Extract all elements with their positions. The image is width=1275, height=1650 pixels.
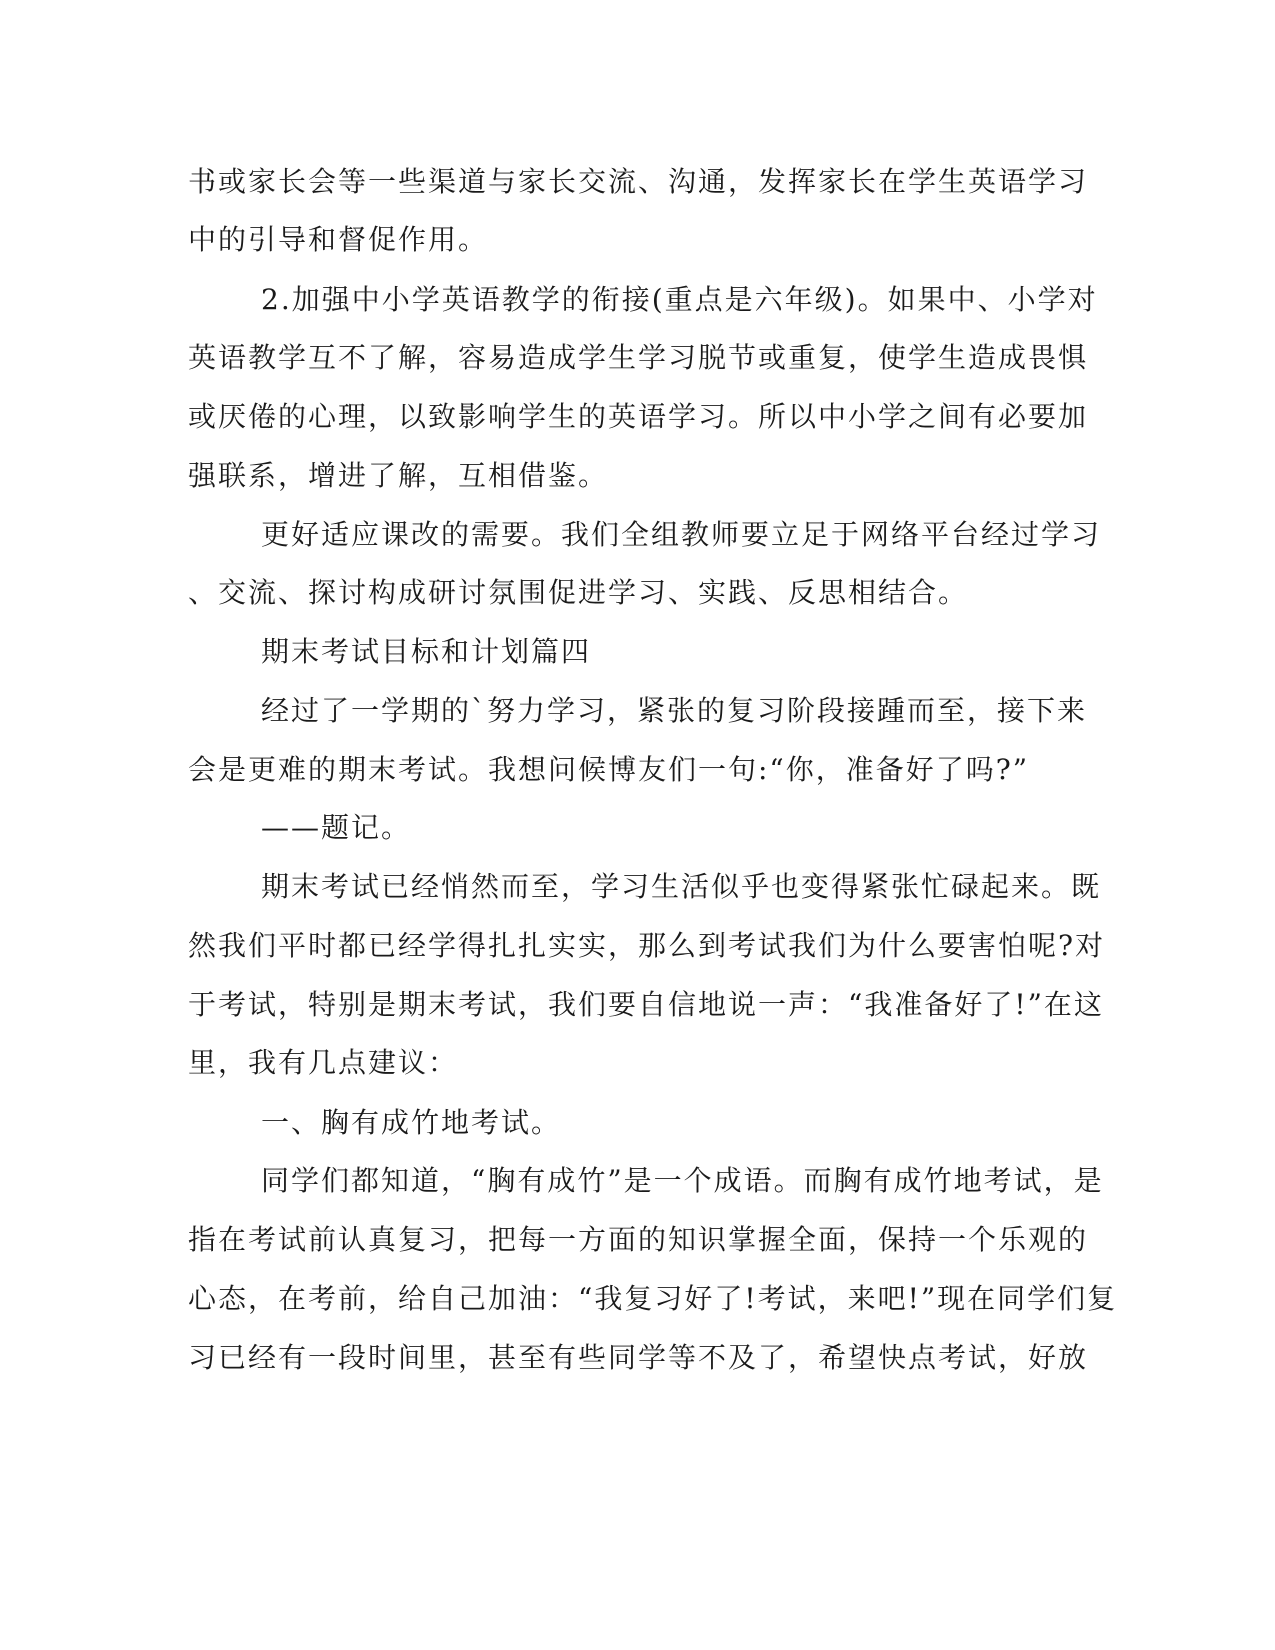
section-heading: 期末考试目标和计划篇四 [261,635,592,668]
paragraph-line: 、交流、探讨构成研讨氛围促进学习、实践、反思相结合。 [188,576,969,609]
paragraph-line: ——题记。 [261,811,412,844]
paragraph-line: 2.加强中小学英语教学的衔接(重点是六年级)。如果中、小学对 [261,283,1098,316]
paragraph-line: 期末考试已经悄然而至，学习生活似乎也变得紧张忙碌起来。既 [261,870,1102,903]
paragraph-line: 更好适应课改的需要。我们全组教师要立足于网络平台经过学习 [261,518,1102,551]
paragraph-line: 一、胸有成竹地考试。 [261,1106,562,1139]
paragraph-line: 指在考试前认真复习，把每一方面的知识掌握全面，保持一个乐观的 [188,1223,1089,1256]
paragraph-line: 会是更难的期末考试。我想问候博友们一句:“你，准备好了吗?” [188,753,1030,786]
paragraph-line: 经过了一学期的`努力学习，紧张的复习阶段接踵而至，接下来 [261,694,1088,727]
paragraph-line: 习已经有一段时间里，甚至有些同学等不及了，希望快点考试，好放 [188,1341,1089,1374]
paragraph-line: 书或家长会等一些渠道与家长交流、沟通，发挥家长在学生英语学习 [188,165,1089,198]
paragraph-line: 然我们平时都已经学得扎扎实实，那么到考试我们为什么要害怕呢?对 [188,929,1106,962]
paragraph-line: 同学们都知道，“胸有成竹”是一个成语。而胸有成竹地考试，是 [261,1164,1104,1197]
paragraph-line: 或厌倦的心理，以致影响学生的英语学习。所以中小学之间有必要加 [188,400,1089,433]
paragraph-line: 里，我有几点建议： [188,1046,459,1079]
paragraph-line: 心态，在考前，给自己加油：“我复习好了!考试，来吧!”现在同学们复 [188,1282,1118,1315]
paragraph-line: 中的引导和督促作用。 [188,223,489,256]
paragraph-line: 强联系，增进了解，互相借鉴。 [188,459,609,492]
paragraph-line: 英语教学互不了解，容易造成学生学习脱节或重复，使学生造成畏惧 [188,341,1089,374]
paragraph-line: 于考试，特别是期末考试，我们要自信地说一声：“我准备好了!”在这 [188,988,1104,1021]
